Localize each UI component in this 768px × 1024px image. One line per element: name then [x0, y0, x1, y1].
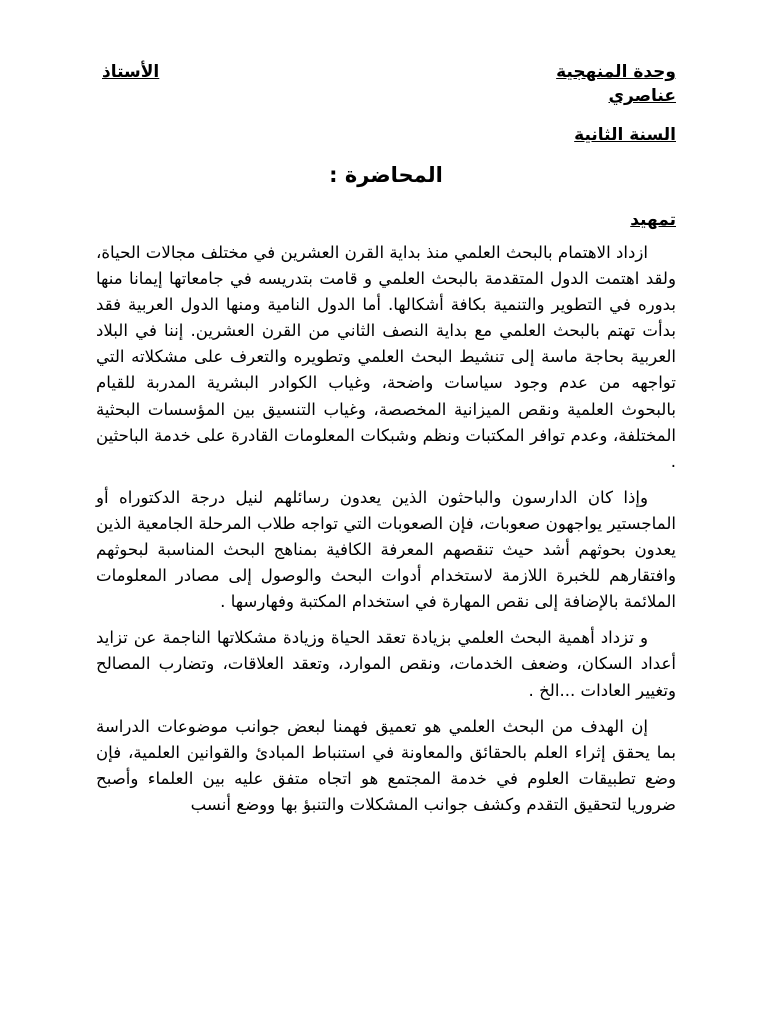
paragraph-4: إن الهدف من البحث العلمي هو تعميق فهمنا لبعض جوانب موضوعات الدراسة بما يحقق إثراء العلم بالحقائق والمعاونة في استنباط المبادئ والقوانين العلمية، فإن وضع تطبيقات العلوم في خدمة المجتمع هو اتجاه متفق عليه بين العلماء وأصبح ضروريا لتحقيق التقدم وكشف جوانب المشكلات والتنبؤ بها ووضع أنسب	[96, 716, 676, 814]
header-row	[96, 62, 676, 86]
body-text	[96, 240, 676, 828]
lecture-title: المحاضرة :	[329, 163, 443, 187]
paragraph-2: وإذا كان الدارسون والباحثون الذين يعدون رسائلهم لنيل درجة الدكتوراه أو الماجستير يواجهون صعوبات، فإن الصعوبات التي تواجه طلاب المرحلة الجامعية الذين يعدون بحوثهم أشد حيث تنقصهم المعرفة الكافية بمناهج البحث المناسبة لبحوثهم وافتقارهم للخبرة اللازمة لاستخدام أدوات البحث والوصول إلى مصادر المعلومات الملائمة بالإضافة إلى نقص المهارة في استخدام المكتبة وفهارسها .	[96, 487, 676, 612]
professor-label: الأستاذ	[102, 62, 160, 82]
paragraph-3: و تزداد أهمية البحث العلمي بزيادة تعقد الحياة وزيادة مشكلاتها الناجمة عن تزايد أعداد السكان، وضعف الخدمات، ونقص الموارد، وتعقد العلاقات، وتضارب المصالح وتغيير العادات ...الخ .	[96, 628, 676, 700]
unit-title: وحدة المنهجية	[556, 62, 676, 82]
academic-year: السنة الثانية	[574, 125, 676, 145]
paragraph-1: ازداد الاهتمام بالبحث العلمي منذ بداية القرن العشرين في مختلف مجالات الحياة، ولقد اهتمت الدول المتقدمة بالبحث العلمي و قامت بتدريسه في جامعاتها إيمانا منها بدوره في التطوير والتنمية بكافة أشكالها. أما الدول النامية ومنها الدول العربية فقد بدأت تهتم بالبحث العلمي مع بداية النصف الثاني من القرن العشرين. إننا في البلاد العربية بحاجة ماسة إلى تنشيط البحث العلمي وتطويره والتعرف على مشكلاته التي تواجهه من عدم وجود سياسات واضحة، وغياب الكوادر البشرية المدربة للقيام بالبحوث العلمية ونقص الميزانية المخصصة، وغياب التنسيق بين المؤسسات البحثية المختلفة، وعدم توافر المكتبات ونظم وشبكات المعلومات القادرة على خدمة الباحثين .	[96, 243, 676, 471]
professor-name: عناصري	[608, 86, 676, 106]
intro-heading: تمهيد	[630, 210, 676, 230]
document-page	[96, 0, 676, 1024]
